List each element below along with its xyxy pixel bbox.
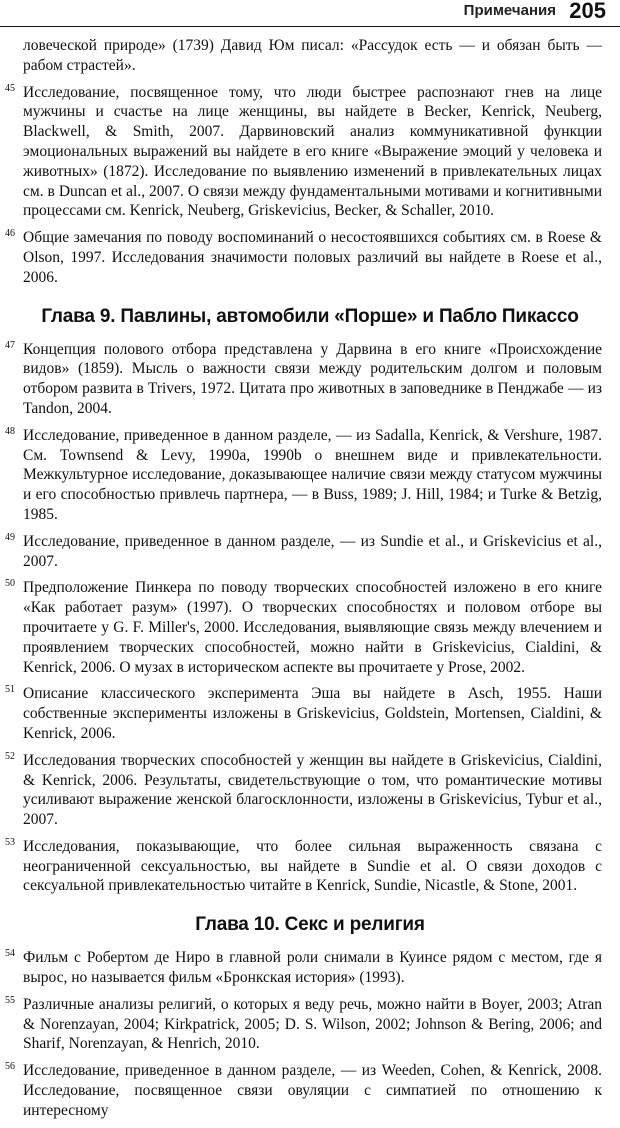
note-45 bbox=[5, 82, 602, 222]
note-number: 53 bbox=[5, 836, 15, 848]
note-54 bbox=[5, 948, 602, 988]
chapter-10-heading: Глава 10. Секс и религия bbox=[195, 914, 425, 936]
note-number: 56 bbox=[5, 1061, 15, 1073]
note-text: Исследования, показывающие, что более сильная выраженность связана с неограниченной сексуальностью, вы найдете в Sundie et al. О связи доходов с сексуальной привлекательностью читайте в Kenrick, Sundie, Nicastle, & Stone, 2001. bbox=[23, 837, 602, 895]
chapter-9-heading: Глава 9. Павлины, автомобили «Порше» и Пабло Пикассо bbox=[41, 305, 579, 327]
note-text: Описание классического эксперимента Эша вы найдете в Asch, 1955. Наши собственные эксперименты изложены в Griskevicius, Goldstein, Mortensen, Cialdini, & Kenrick, 2006. bbox=[23, 685, 602, 742]
note-52 bbox=[5, 750, 602, 830]
note-46 bbox=[5, 228, 602, 287]
note-number: 54 bbox=[5, 948, 15, 960]
note-48 bbox=[5, 425, 602, 525]
note-number: 50 bbox=[5, 578, 15, 590]
note-text: Исследование, посвященное тому, что люди быстрее распознают гнев на лице мужчины и счастье на лице женщины, вы найдете в Becker, Kenrick, Neuberg, Blackwell, & Smith, 2007. Дарвиновский анализ коммуникативной функции эмоциональных выражений вы найдете в его книге «Выражение эмоций у человека и животных» (1872). Исследование по выявлению изменений в привлекательных лицах см. в Duncan et al., 2007. О связи между фундаментальными мотивами и когнитивными процессами см. Kenrick, Neuberg, Griskevicius, Becker, & Schaller, 2010. bbox=[23, 83, 602, 220]
running-head bbox=[0, 0, 620, 27]
note-number: 49 bbox=[5, 531, 15, 543]
note-text: Концепция полового отбора представлена у Дарвина в его книге «Происхождение видов» (1859). Мысль о важности связи между родительским долгом и половым отбором развита в Trivers, 1972. Цитата про животных в заповеднике в Пенджабе — из Tandon, 2004. bbox=[23, 340, 602, 417]
note-text: Различные анализы религий, о которых я веду речь, можно найти в Boyer, 2003; Atran & Norenzayan, 2004; Kirkpatrick, 2005; D. S. Wilson, 2002; Johnson & Bering, 2006; and Sharif, Norenzayan, & Henrich, 2010. bbox=[23, 995, 602, 1053]
note-56 bbox=[5, 1061, 602, 1120]
note-number: 45 bbox=[5, 82, 15, 94]
notes-content bbox=[0, 36, 620, 1128]
note-text: Исследование, приведенное в данном разделе, — из Weeden, Cohen, & Kenrick, 2008. Исследование, посвященное связи овуляции с симпатией по отношению к интересному bbox=[23, 1062, 602, 1119]
note-number: 55 bbox=[5, 994, 15, 1006]
note-49 bbox=[5, 531, 602, 572]
note-text: Исследования творческих способностей у женщин вы найдете в Griskevicius, Cialdini, & Kenrick, 2006. Результаты, свидетельствующие о том, что романтические мотивы усиливают выражение женской благосклонности, изложены в Griskevicius, Tybur et al., 2007. bbox=[23, 751, 602, 829]
note-47 bbox=[5, 339, 602, 419]
note-number: 52 bbox=[5, 750, 15, 762]
note-51 bbox=[5, 684, 602, 743]
note-55 bbox=[5, 994, 602, 1054]
note-continuation: ловеческой природе» (1739) Давид Юм писал: «Рассудок есть — и обязан быть — рабом страстей». bbox=[23, 37, 602, 74]
note-50 bbox=[5, 578, 602, 677]
note-53 bbox=[5, 836, 602, 896]
note-number: 51 bbox=[5, 684, 15, 696]
note-text: Фильм с Робертом де Ниро в главной роли снимали в Куинсе рядом с местом, где я вырос, но называется фильм «Бронкская история» (1993). bbox=[23, 949, 602, 987]
note-text: Общие замечания по поводу воспоминаний о несостоявшихся событиях см. в Roese & Olson, 1997. Исследования значимости половых различий вы найдете в Roese et al., 2006. bbox=[23, 229, 602, 286]
note-number: 46 bbox=[5, 228, 15, 240]
note-text: Предположение Пинкера по поводу творческих способностей изложено в его книге «Как работает разум» (1997). О творческих способностях и половом отборе вы прочитаете у G. F. Miller's, 2000. Исследования, выявляющие связь между влечением и проявлением творческих способностей, можно найти в Griskevicius, Cialdini, & Kenrick, 2006. О музах в историческом аспекте вы прочитаете у Prose, 2002. bbox=[23, 579, 602, 676]
note-number: 48 bbox=[5, 425, 15, 437]
note-text: Исследование, приведенное в данном разделе, — из Sundie et al., и Griskevicius et al., 2007. bbox=[23, 532, 602, 570]
note-text: Исследование, приведенное в данном разделе, — из Sadalla, Kenrick, & Vershure, 1987. См. Townsend & Levy, 1990a, 1990b о внешнем виде и привлекательности. Межкультурное исследование, доказывающее наличие связи между статусом мужчины и его способностью привлечь партнера, — в Buss, 1989; J. Hill, 1984; и Turke & Betzig, 1985. bbox=[23, 426, 602, 523]
note-number: 47 bbox=[5, 339, 15, 351]
section-label: Примечания bbox=[463, 2, 556, 19]
page-number: 205 bbox=[569, 0, 606, 23]
